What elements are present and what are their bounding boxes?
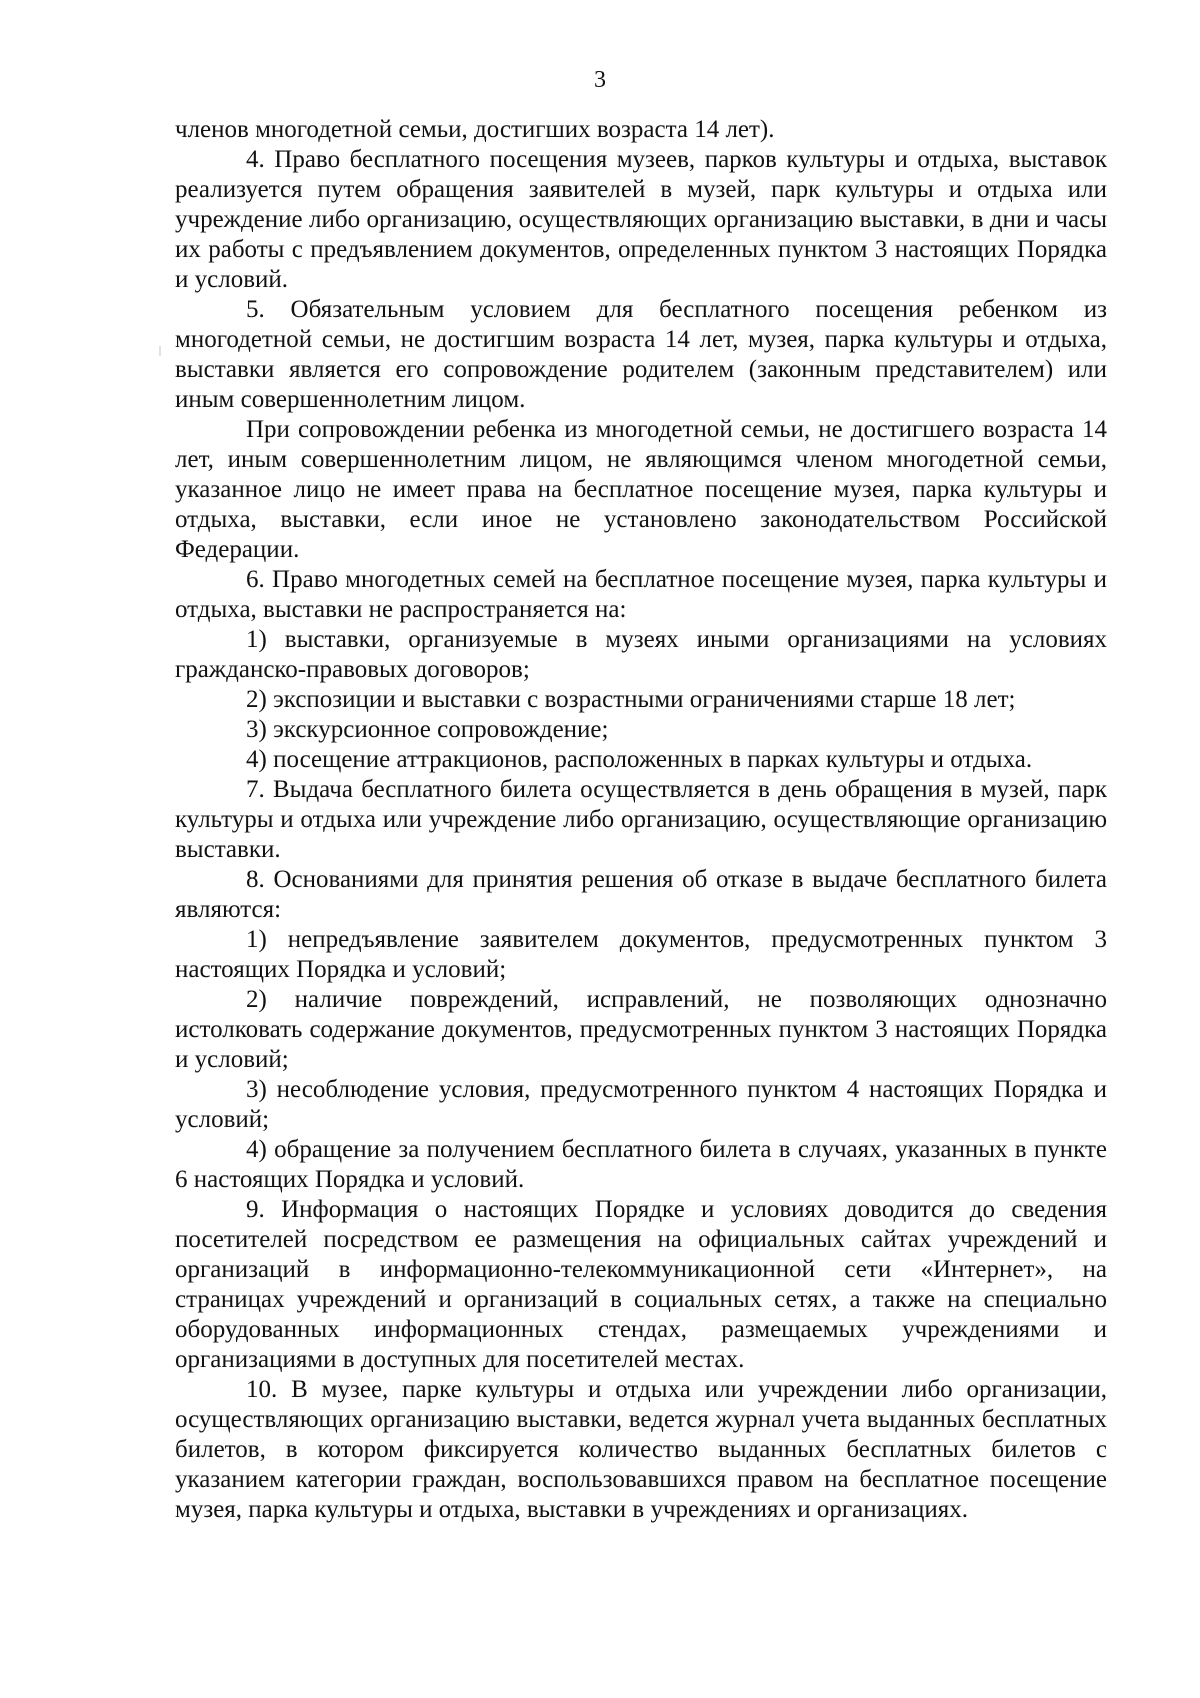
paragraph-item-5-note: При сопровождении ребенка из многодетной семьи, не достигшего возраста 14 лет, иным совершеннолетним лицом, не являющимся членом многодетной семьи, указанное лицо не имеет права на бесплатное посещение музея, парка культуры и отдыха, выставки, если иное не установлено законодательством Российской Федерации.	[175, 416, 1107, 563]
page-number: 3	[594, 67, 606, 93]
paragraph-item-7: 7. Выдача бесплатного билета осуществляется в день обращения в музей, парк культуры и отдыха или учреждение либо организацию, осуществляющие организацию выставки.	[175, 776, 1107, 863]
paragraph-continuation: членов многодетной семьи, достигших возраста 14 лет).	[175, 116, 775, 143]
paragraph-item-10: 10. В музее, парке культуры и отдыха или учреждении либо организации, осуществляющих организацию выставки, ведется журнал учета выданных бесплатных билетов, в котором фиксируется количество выданных бесплатных билетов с указанием категории граждан, воспользовавшихся правом на бесплатное посещение музея, парка культуры и отдыха, выставки в учреждениях и организациях.	[175, 1376, 1107, 1523]
paragraph-item-6: 6. Право многодетных семей на бесплатное посещение музея, парка культуры и отдыха, выставки не распространяется на:	[175, 566, 1107, 623]
subitem-8-1: 1) непредъявление заявителем документов, предусмотренных пунктом 3 настоящих Порядка и условий;	[175, 926, 1107, 983]
subitem-8-3: 3) несоблюдение условия, предусмотренного пунктом 4 настоящих Порядка и условий;	[175, 1076, 1107, 1133]
document-body	[175, 115, 1107, 1525]
paragraph-item-4: 4. Право бесплатного посещения музеев, парков культуры и отдыха, выставок реализуется путем обращения заявителей в музей, парк культуры и отдыха или учреждение либо организацию, осуществляющих организацию выставки, в дни и часы их работы с предъявлением документов, определенных пунктом 3 настоящих Порядка и условий.	[175, 146, 1107, 293]
scan-mark	[159, 346, 161, 356]
subitem-8-2: 2) наличие повреждений, исправлений, не позволяющих однозначно истолковать содержание документов, предусмотренных пунктом 3 настоящих Порядка и условий;	[175, 986, 1107, 1073]
subitem-6-4: 4) посещение аттракционов, расположенных в парках культуры и отдыха.	[246, 746, 1033, 773]
subitem-8-4: 4) обращение за получением бесплатного билета в случаях, указанных в пункте 6 настоящих Порядка и условий.	[175, 1136, 1107, 1193]
paragraph-item-8: 8. Основаниями для принятия решения об отказе в выдаче бесплатного билета являются:	[175, 866, 1107, 923]
subitem-6-3: 3) экскурсионное сопровождение;	[246, 716, 609, 743]
subitem-6-1: 1) выставки, организуемые в музеях иными организациями на условиях гражданско-правовых договоров;	[175, 626, 1107, 683]
subitem-6-2: 2) экспозиции и выставки с возрастными ограничениями старше 18 лет;	[246, 686, 1016, 713]
paragraph-item-5: 5. Обязательным условием для бесплатного посещения ребенком из многодетной семьи, не достигшим возраста 14 лет, музея, парка культуры и отдыха, выставки является его сопровождение родителем (законным представителем) или иным совершеннолетним лицом.	[175, 296, 1107, 413]
paragraph-item-9: 9. Информация о настоящих Порядке и условиях доводится до сведения посетителей посредством ее размещения на официальных сайтах учреждений и организаций в информационно-телекоммуникационной сети «Интернет», на страницах учреждений и организаций в социальных сетях, а также на специально оборудованных информационных стендах, размещаемых учреждениями и организациями в доступных для посетителей местах.	[175, 1196, 1107, 1373]
